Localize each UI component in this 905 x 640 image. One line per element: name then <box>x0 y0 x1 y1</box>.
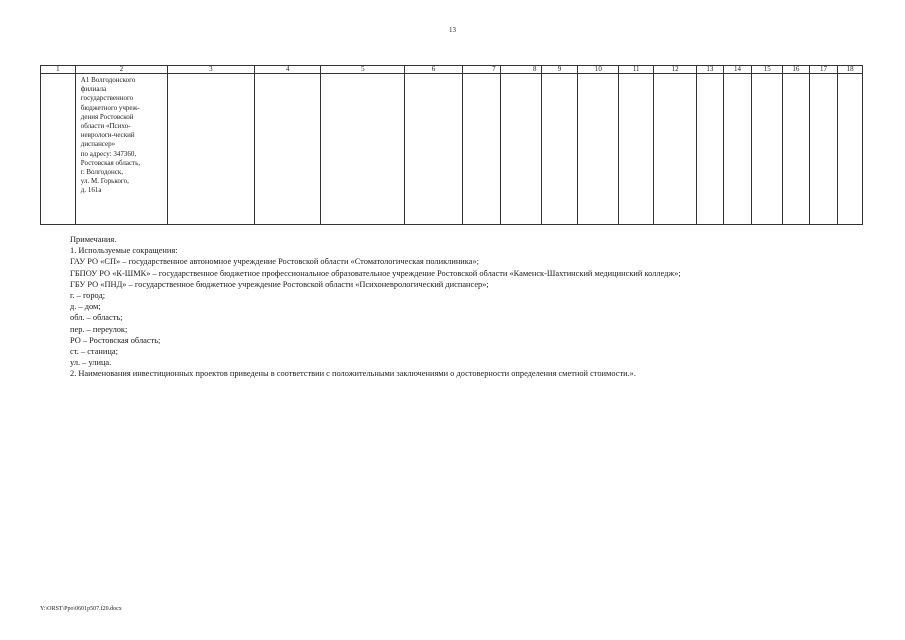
abbreviation-line: обл. – область; <box>70 313 123 323</box>
cell-line: ул. М. Горького, <box>80 177 129 186</box>
column-number: 8 <box>500 66 541 74</box>
table-cell <box>783 74 810 225</box>
column-number: 10 <box>578 66 619 74</box>
column-number: 3 <box>167 66 254 74</box>
cell-line: области «Психо- <box>80 122 131 131</box>
object-description-cell <box>75 74 167 225</box>
abbreviation-line: ст. – станица; <box>70 347 118 357</box>
cell-line: филиала <box>80 85 107 94</box>
column-number: 11 <box>619 66 654 74</box>
table-cell <box>752 74 783 225</box>
table-cell <box>838 74 863 225</box>
cell-line: диспансер» <box>80 140 116 149</box>
cell-line: неврологи-ческий <box>80 131 135 140</box>
cell-line: государственного <box>80 94 134 103</box>
cell-line: г. Волгодонск, <box>80 168 124 177</box>
table-cell <box>254 74 321 225</box>
cell-line: А1 Волгодонского <box>80 76 136 84</box>
cell-line: бюджетного учреж- <box>80 103 140 112</box>
table-cell <box>578 74 619 225</box>
abbreviation-line: ул. – улица. <box>70 358 112 368</box>
notes-item-2: 2. Наименования инвестиционных проектов приведены в соответствии с положительными заключениями о достоверности определения сметной стоимости.». <box>70 369 636 379</box>
cell-line: по адресу: 347360, <box>80 149 137 158</box>
table-cell <box>167 74 254 225</box>
page-number: 13 <box>449 26 456 34</box>
footer-file-path: Y:\ORST\Ppo\0601p507.f20.docx <box>40 606 122 612</box>
abbreviation-line: пер. – переулок; <box>70 324 128 334</box>
column-number: 9 <box>541 66 578 74</box>
notes-item-1: 1. Используемые сокращения: <box>70 246 178 256</box>
table-cell <box>809 74 838 225</box>
table-cell <box>619 74 654 225</box>
table-row <box>41 74 863 225</box>
table-cell <box>541 74 578 225</box>
abbreviation-line: д. – дом; <box>70 302 101 312</box>
table-cell <box>462 74 500 225</box>
column-number: 15 <box>752 66 783 74</box>
abbreviation-line: ГБУ РО «ПНД» – государственное бюджетное учреждение Ростовской области «Психоневрологический диспансер»; <box>70 279 489 289</box>
notes-title: Примечания. <box>70 235 117 244</box>
notes-section <box>70 234 870 380</box>
abbreviation-line: г. – город; <box>70 291 106 301</box>
abbreviation-line: ГАУ РО «СП» – государственное автономное учреждение Ростовской области «Стоматологическая поликлиника»; <box>70 257 479 267</box>
cell-line: Ростовская область, <box>80 158 141 167</box>
abbreviation-line: ГБПОУ РО «К-ШМК» – государственное бюджетное профессиональное образовательное учреждение Ростовской области «Каменск-Шахтинский медицинский колледж»; <box>70 268 681 278</box>
table-cell <box>697 74 724 225</box>
column-number: 13 <box>697 66 724 74</box>
table-cell <box>654 74 697 225</box>
column-number: 4 <box>254 66 321 74</box>
column-number: 7 <box>462 66 500 74</box>
column-number: 17 <box>809 66 838 74</box>
column-number: 14 <box>723 66 752 74</box>
cell-line: дения Ростовской <box>80 112 134 121</box>
header-row <box>41 66 863 74</box>
column-number: 1 <box>41 66 76 74</box>
column-number: 16 <box>783 66 810 74</box>
abbreviation-line: РО – Ростовская область; <box>70 335 161 345</box>
table-cell <box>500 74 541 225</box>
table-cell <box>405 74 462 225</box>
table-cell <box>321 74 405 225</box>
table-cell <box>41 74 76 225</box>
cell-line: д. 161а <box>80 186 102 195</box>
column-number: 18 <box>838 66 863 74</box>
column-number: 2 <box>75 66 167 74</box>
column-number: 5 <box>321 66 405 74</box>
column-number: 6 <box>405 66 462 74</box>
column-number: 12 <box>654 66 697 74</box>
data-table <box>40 65 863 225</box>
table-cell <box>723 74 752 225</box>
